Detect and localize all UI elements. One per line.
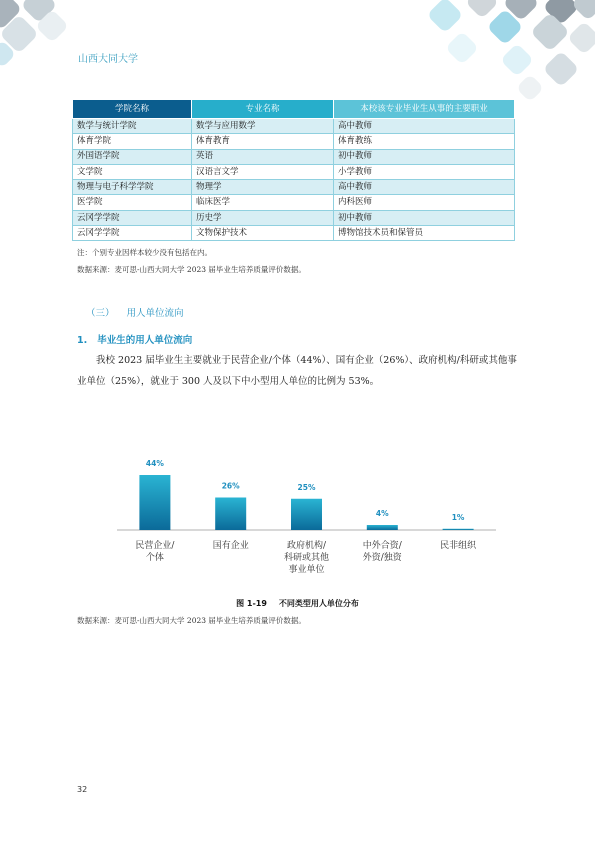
cell-occupation: 内科医师 [334, 195, 515, 210]
header-title: 山西大同大学 [78, 54, 138, 65]
section-number: （三） [86, 308, 115, 319]
figure-caption [0, 598, 595, 609]
bar [367, 525, 398, 530]
bar [291, 499, 322, 530]
cell-occupation: 高中教师 [334, 180, 515, 195]
cell-major: 物理学 [192, 180, 334, 195]
bar-value-label: 26% [221, 481, 240, 491]
cell-major: 数学与应用数学 [192, 119, 334, 134]
table-data-source: 数据来源：麦可思-山西大同大学 2023 届毕业生培养质量评价数据。 [77, 265, 306, 274]
column-header-occupation: 本校该专业毕业生从事的主要职业 [334, 100, 515, 119]
cell-major: 体育教育 [192, 134, 334, 149]
category-label: 中外合资/外资/独资 [362, 541, 402, 563]
bar [443, 529, 474, 530]
section-title: 用人单位流向 [126, 308, 184, 319]
category-label: 民非组织 [440, 541, 477, 551]
cell-college: 文学院 [73, 164, 192, 179]
figure-title: 不同类型用人单位分布 [278, 599, 359, 608]
page-number: 32 [77, 785, 88, 794]
bar-value-label: 1% [451, 512, 465, 522]
bar-value-label: 44% [145, 459, 164, 468]
cell-occupation: 小学教师 [334, 164, 515, 179]
figure-number: 图 1-19 [236, 599, 267, 608]
cell-occupation: 高中教师 [334, 119, 515, 134]
cell-occupation: 初中教师 [334, 210, 515, 225]
bar-value-label: 25% [297, 482, 316, 492]
subsection-number: 1. [77, 335, 88, 346]
cell-major: 文物保护技术 [192, 226, 334, 241]
column-header-college: 学院名称 [73, 100, 192, 119]
cell-college: 外国语学院 [73, 149, 192, 164]
category-label: 政府机构/科研或其他事业单位 [283, 541, 330, 575]
cell-college: 医学院 [73, 195, 192, 210]
cell-major: 汉语言文学 [192, 164, 334, 179]
cell-occupation: 初中教师 [334, 149, 515, 164]
cell-college: 云冈学学院 [73, 210, 192, 225]
table-note: 注：个别专业因样本较少没有包括在内。 [77, 248, 212, 257]
column-header-major: 专业名称 [192, 100, 334, 119]
cell-college: 数学与统计学院 [73, 119, 192, 134]
category-label: 国有企业 [212, 541, 249, 551]
body-paragraph-text: 我校 2023 届毕业生主要就业于民营企业/个体（44%）、国有企业（26%）、政府机构/科研或其他事业单位（25%），就业于 300 人及以下中小型用人单位的比例为 53%。 [77, 355, 517, 387]
cell-major: 英语 [192, 149, 334, 164]
cell-major: 历史学 [192, 210, 334, 225]
cell-occupation: 体育教练 [334, 134, 515, 149]
bar [139, 475, 170, 530]
cell-college: 体育学院 [73, 134, 192, 149]
cell-college: 云冈学学院 [73, 226, 192, 241]
cell-occupation: 博物馆技术员和保管员 [334, 226, 515, 241]
cell-college: 物理与电子科学学院 [73, 180, 192, 195]
category-label: 民营企业/个体 [135, 541, 175, 563]
figure-data-source: 数据来源：麦可思-山西大同大学 2023 届毕业生培养质量评价数据。 [77, 616, 306, 625]
bar [215, 498, 246, 531]
bar-value-label: 4% [375, 509, 389, 518]
cell-major: 临床医学 [192, 195, 334, 210]
subsection-title: 毕业生的用人单位流向 [97, 335, 193, 346]
